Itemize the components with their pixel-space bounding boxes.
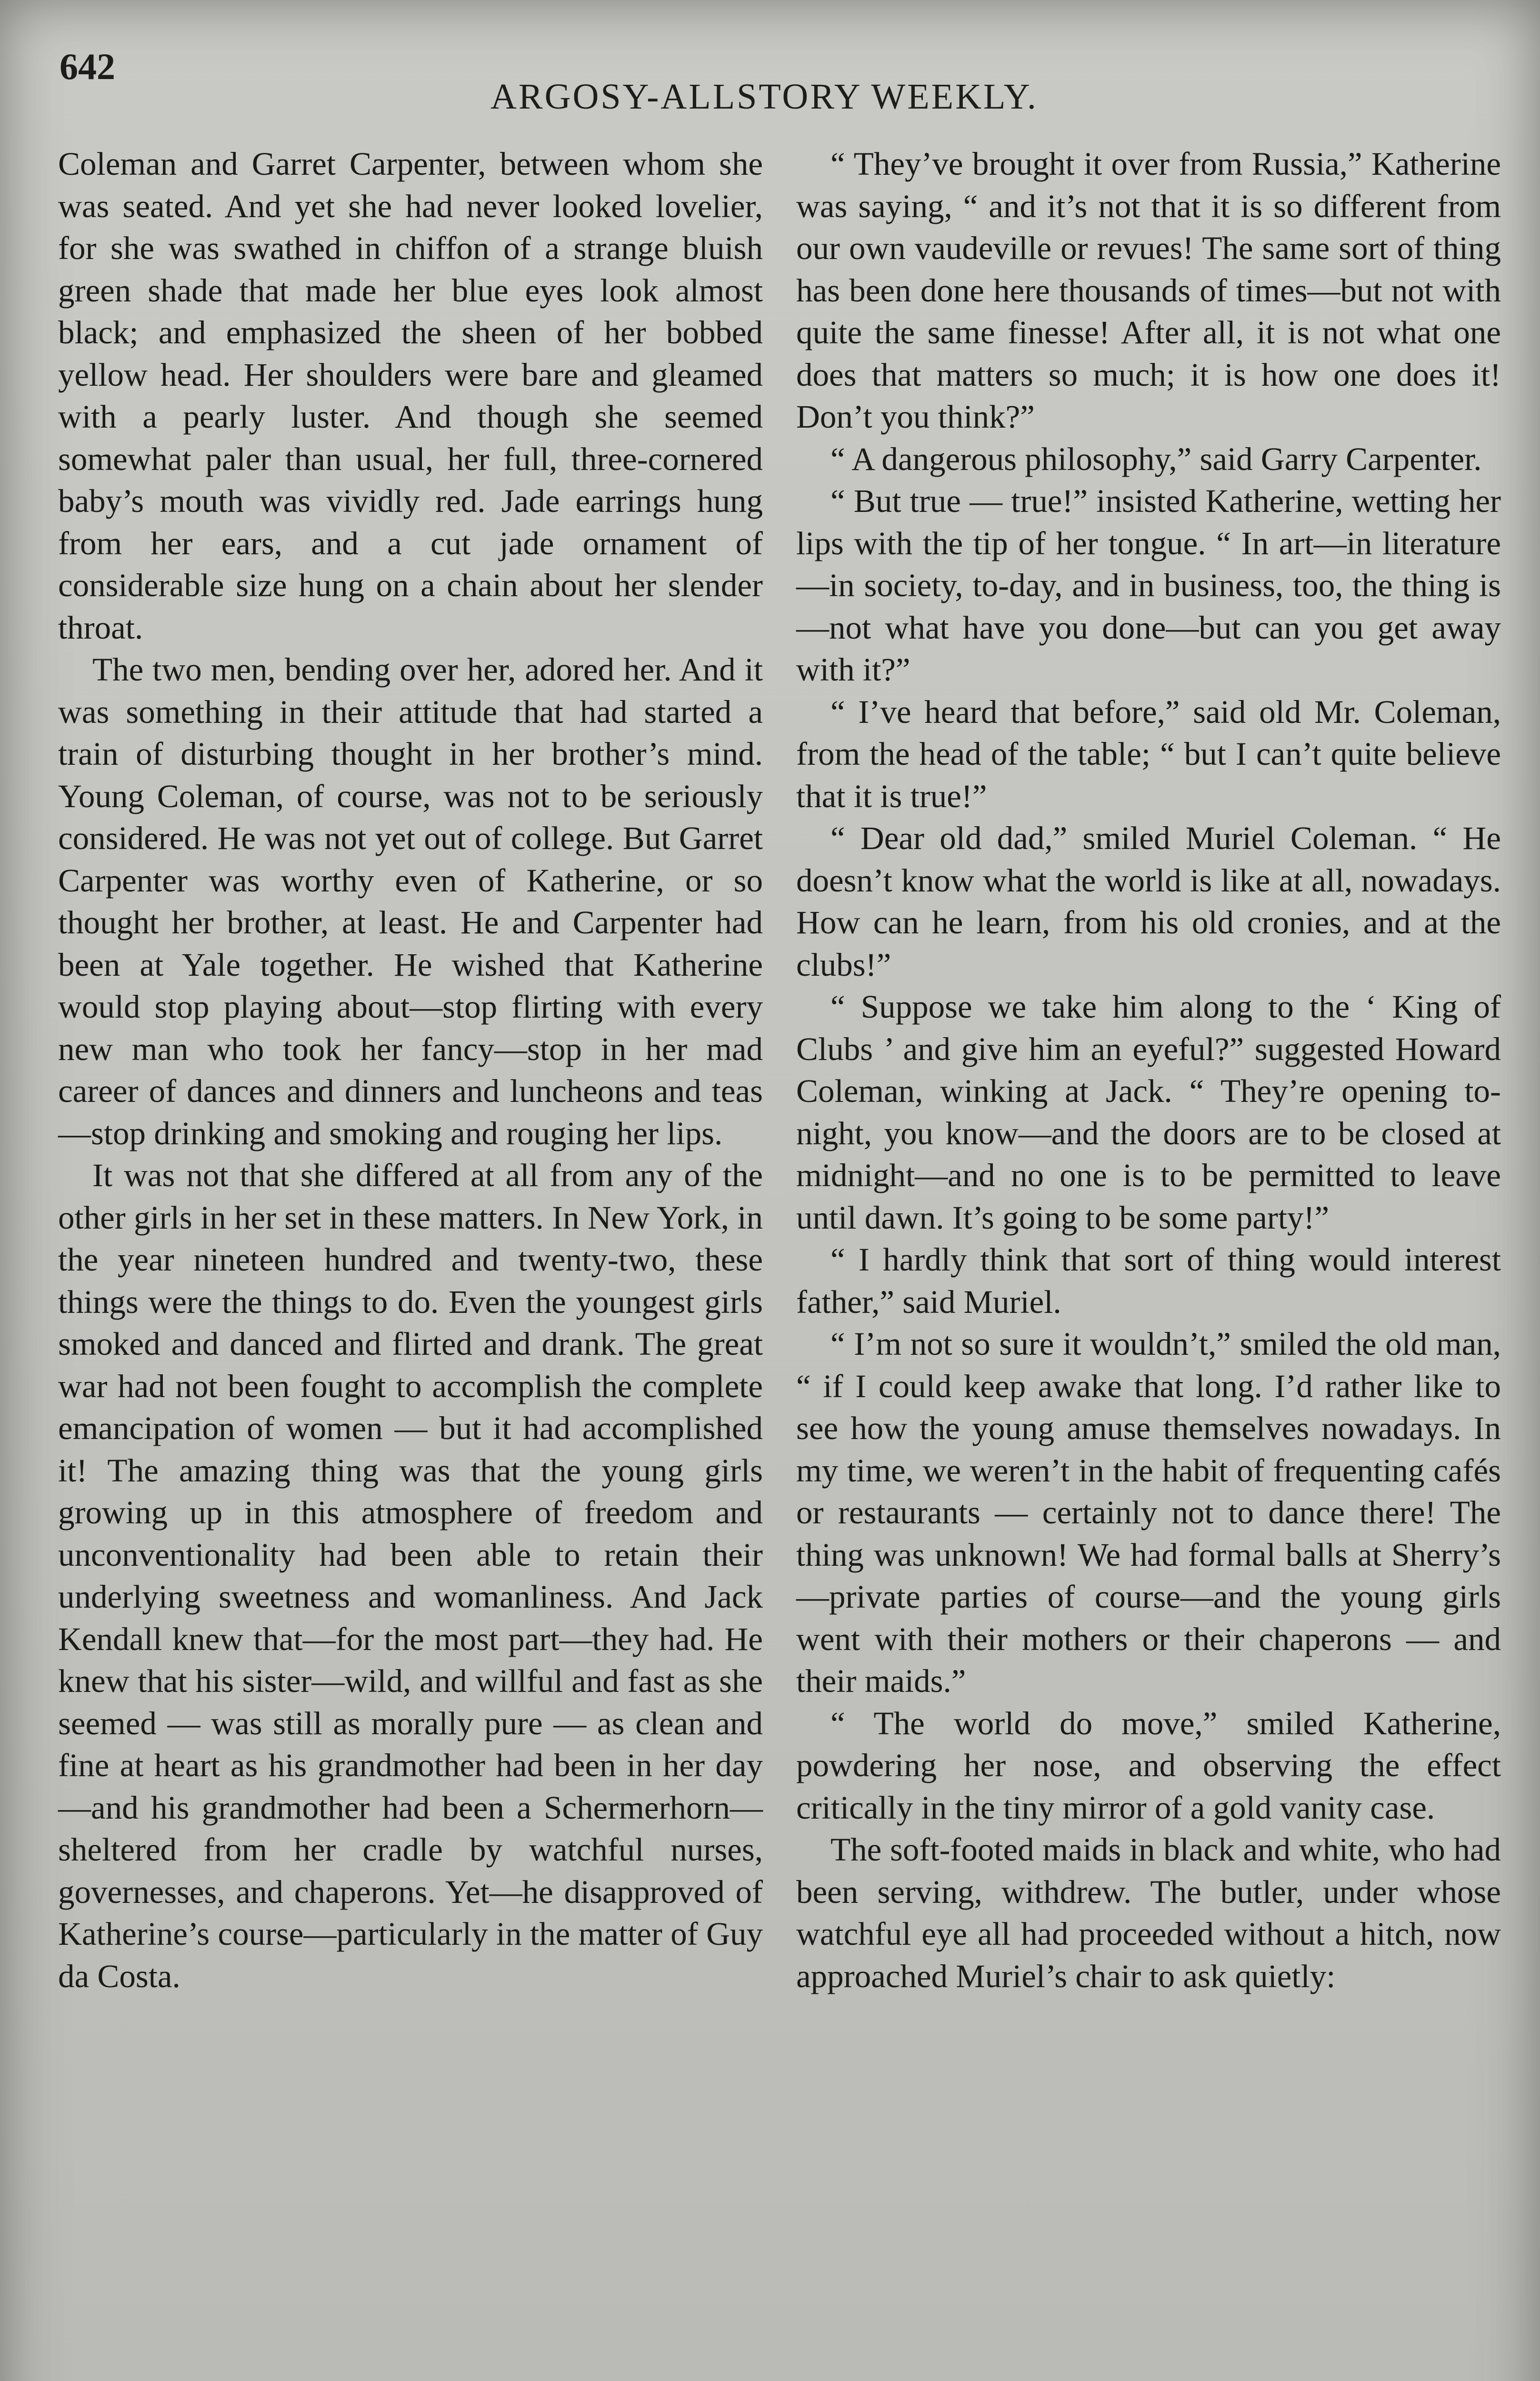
paragraph: “ Suppose we take him along to the ‘ King of Clubs ’ and give him an eyeful?” suggested Howard Coleman, winking at Jack. “ They’re opening to-night, you know—and the doors are to be closed at midnight—and no one is to be permitted to leave until dawn. It’s going to be some party!” [796, 989, 1501, 1236]
paragraph: Coleman and Garret Carpenter, between whom she was seated. And yet she had never looked lovelier, for she was swathed in chiffon of a strange bluish green shade that made her blue eyes look almost black; and emphasized the sheen of her bobbed yellow head. Her shoulders were bare and gleamed with a pearly luster. And though she seemed somewhat paler than usual, her full, three-cornered baby’s mouth was vividly red. Jade earrings hung from her ears, and a cut jade ornament of considerable size hung on a chain about her slender throat. [58, 146, 763, 646]
paragraph: “ The world do move,” smiled Katherine, powdering her nose, and observing the effect critically in the tiny mirror of a gold vanity case. [796, 1705, 1501, 1826]
paragraph: The two men, bending over her, adored her. And it was something in their attitude that had started a train of disturbing thought in her brother’s mind. Young Coleman, of course, was not to be seriously considered. He was not yet out of college. But Garret Carpenter was worthy even of Katherine, or so thought her brother, at least. He and Carpenter had been at Yale together. He wished that Katherine would stop playing about—stop flirting with every new man who took her fancy—stop in her mad career of dances and dinners and luncheons and teas—stop drinking and smoking and rouging her lips. [58, 651, 763, 1151]
paragraph: “ I’m not so sure it wouldn’t,” smiled the old man, “ if I could keep awake that long. I’d rather like to see how the young amuse themselves nowadays. In my time, we weren’t in the habit of frequenting cafés or restaurants — certainly not to dance there! The thing was unknown! We had formal balls at Sherry’s—private parties of course—and the young girls went with their mothers or their chaperons — and their maids.” [796, 1326, 1501, 1699]
paragraph: The soft-footed maids in black and white, who had been serving, withdrew. The butler, under whose watchful eye all had proceeded without a hitch, now approached Muriel’s chair to ask quietly: [796, 1831, 1501, 1994]
paragraph: “ I hardly think that sort of thing would interest father,” said Muriel. [796, 1241, 1501, 1320]
paragraph: It was not that she differed at all from any of the other girls in her set in these matters. In New York, in the year nineteen hundred and twenty-two, these things were the things to do. Even the youngest girls smoked and danced and flirted and drank. The great war had not been fought to accomplish the complete emancipation of women — but it had accomplished it! The amazing thing was that the young girls growing up in this atmosphere of freedom and unconventionality had been able to retain their underlying sweetness and womanliness. And Jack Kendall knew that—for the most part—they had. He knew that his sister—wild, and willful and fast as she seemed — was still as morally pure — as clean and fine at heart as his grandmother had been in her day—and his grandmother had been a Schermerhorn—sheltered from her cradle by watchful nurses, governesses, and chaperons. Yet—he disapproved of Katherine’s course—particularly in the matter of Guy da Costa. [58, 1157, 763, 1994]
paragraph: “ But true — true!” insisted Katherine, wetting her lips with the tip of her tongue. “ In art—in literature—in society, to-day, and in business, too, the thing is—not what have you done—but can you get away with it?” [796, 483, 1501, 688]
paragraph: “ I’ve heard that before,” said old Mr. Coleman, from the head of the table; “ but I can’t quite believe that it is true!” [796, 693, 1501, 814]
paragraph: “ A dangerous philosophy,” said Garry Carpenter. [830, 440, 1482, 477]
paragraph: “ They’ve brought it over from Russia,” Katherine was saying, “ and it’s not that it is so different from our own vaudeville or revues! The same sort of thing has been done here thousands of times—but not with quite the same finesse! After all, it is not what one does that matters so much; it is how one does it! Don’t you think?” [796, 146, 1501, 435]
right-column [796, 143, 1501, 1997]
running-head: ARGOSY-ALLSTORY WEEKLY. [490, 77, 1038, 117]
page-number: 642 [60, 46, 115, 87]
left-column [58, 143, 763, 1997]
paragraph: “ Dear old dad,” smiled Muriel Coleman. “ He doesn’t know what the world is like at all, nowadays. How can he learn, from his old cronies, and at the clubs!” [796, 820, 1501, 983]
